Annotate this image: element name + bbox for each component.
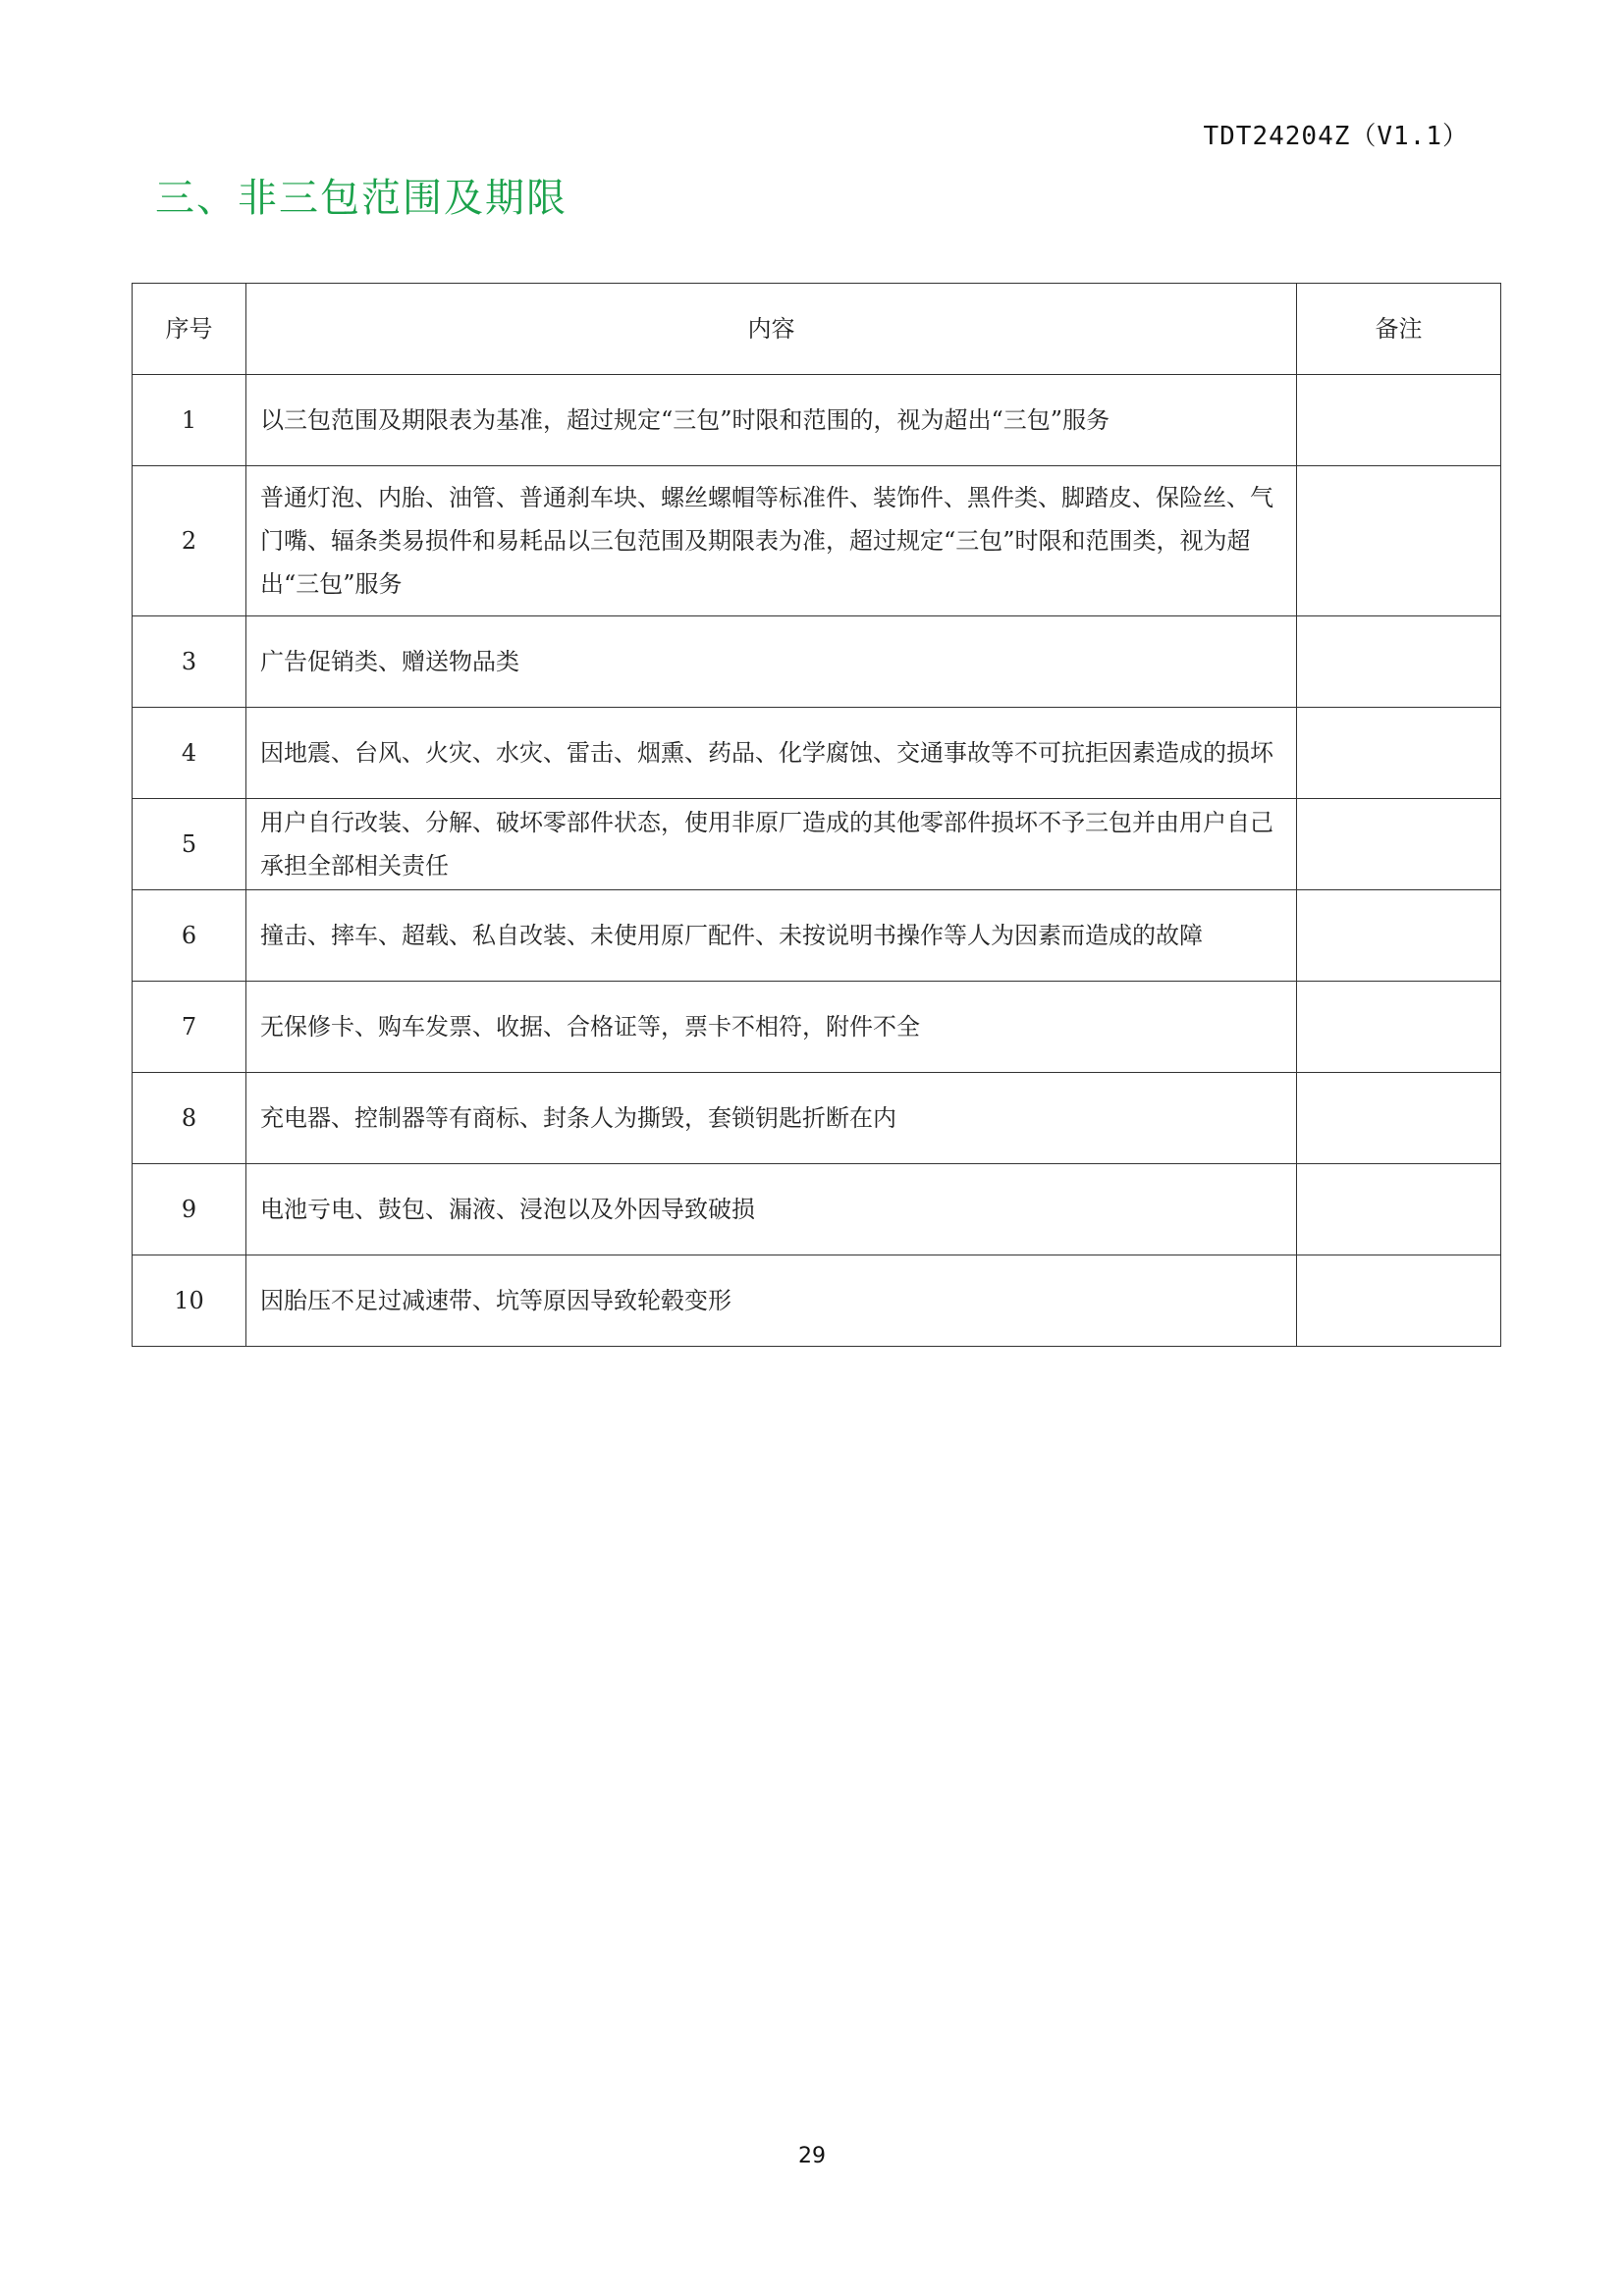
- table-row: [133, 616, 1501, 708]
- row-note: [1297, 375, 1501, 466]
- table-row: [133, 982, 1501, 1073]
- row-content: 电池亏电、鼓包、漏液、浸泡以及外因导致破损: [246, 1164, 1297, 1255]
- row-number: 8: [133, 1073, 246, 1164]
- table-row: [133, 1073, 1501, 1164]
- row-note: [1297, 1073, 1501, 1164]
- row-number: 4: [133, 708, 246, 799]
- row-number: 5: [133, 799, 246, 890]
- row-content: 因地震、台风、火灾、水灾、雷击、烟熏、药品、化学腐蚀、交通事故等不可抗拒因素造成的损坏: [246, 708, 1297, 799]
- row-number: 2: [133, 466, 246, 616]
- row-note: [1297, 799, 1501, 890]
- row-note: [1297, 708, 1501, 799]
- column-header-content: 内容: [246, 284, 1297, 375]
- row-number: 7: [133, 982, 246, 1073]
- row-content: 因胎压不足过减速带、坑等原因导致轮毂变形: [246, 1255, 1297, 1347]
- row-note: [1297, 466, 1501, 616]
- row-content: 以三包范围及期限表为基准，超过规定“三包”时限和范围的，视为超出“三包”服务: [246, 375, 1297, 466]
- row-note: [1297, 982, 1501, 1073]
- section-title: 三、非三包范围及期限: [155, 176, 568, 221]
- table-row: [133, 799, 1501, 890]
- page-number: 29: [798, 2144, 826, 2168]
- row-number: 1: [133, 375, 246, 466]
- table-header-row: [133, 284, 1501, 375]
- row-content: 广告促销类、赠送物品类: [246, 616, 1297, 708]
- exclusion-table: [132, 283, 1501, 1347]
- document-code: TDT24204Z（V1.1）: [1203, 122, 1469, 151]
- row-content: 用户自行改装、分解、破坏零部件状态，使用非原厂造成的其他零部件损坏不予三包并由用户自己承担全部相关责任: [246, 799, 1297, 890]
- row-number: 3: [133, 616, 246, 708]
- row-number: 6: [133, 890, 246, 982]
- table-row: [133, 375, 1501, 466]
- row-content: 充电器、控制器等有商标、封条人为撕毁，套锁钥匙折断在内: [246, 1073, 1297, 1164]
- row-note: [1297, 616, 1501, 708]
- row-content: 撞击、摔车、超载、私自改装、未使用原厂配件、未按说明书操作等人为因素而造成的故障: [246, 890, 1297, 982]
- row-number: 9: [133, 1164, 246, 1255]
- table-row: [133, 708, 1501, 799]
- row-number: 10: [133, 1255, 246, 1347]
- column-header-no: 序号: [133, 284, 246, 375]
- table-row: [133, 1255, 1501, 1347]
- row-note: [1297, 1164, 1501, 1255]
- table-row: [133, 890, 1501, 982]
- table-row: [133, 1164, 1501, 1255]
- row-note: [1297, 890, 1501, 982]
- table-row: [133, 466, 1501, 616]
- row-content: 无保修卡、购车发票、收据、合格证等，票卡不相符，附件不全: [246, 982, 1297, 1073]
- row-note: [1297, 1255, 1501, 1347]
- column-header-note: 备注: [1297, 284, 1501, 375]
- row-content: 普通灯泡、内胎、油管、普通刹车块、螺丝螺帽等标准件、装饰件、黑件类、脚踏皮、保险丝、气门嘴、辐条类易损件和易耗品以三包范围及期限表为准，超过规定“三包”时限和范围类，视为超出“三包”服务: [246, 466, 1297, 616]
